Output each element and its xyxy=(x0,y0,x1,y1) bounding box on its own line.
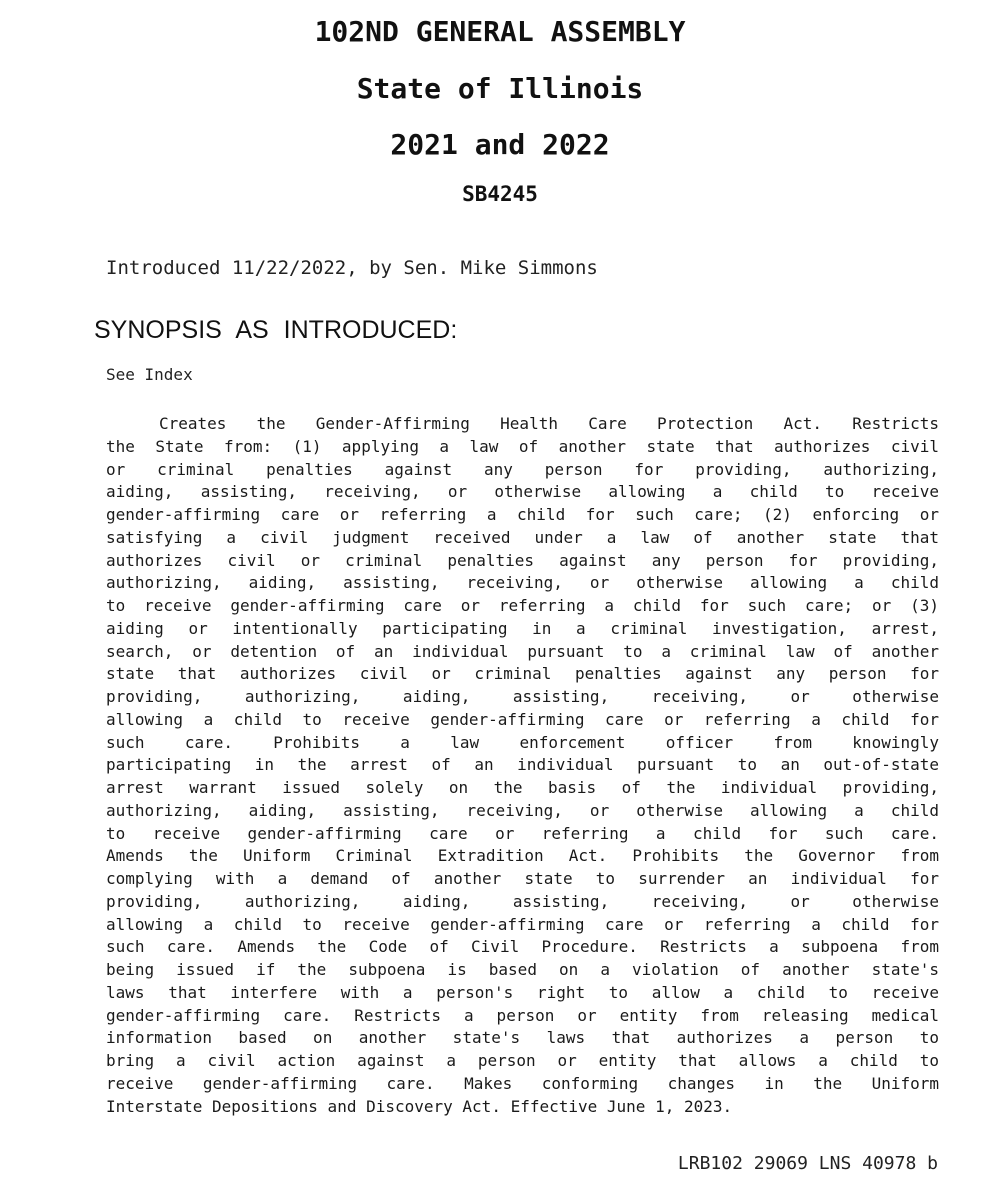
lrb-code: LRB102 29069 LNS 40978 b xyxy=(677,1153,938,1174)
synopsis-line: to receive gender-affirming care or referring a child for such care. xyxy=(106,823,939,843)
synopsis-line: aiding, assisting, receiving, or otherwise allowing a child to receive xyxy=(106,482,939,502)
synopsis-line: or criminal penalties against any person for providing, authorizing, xyxy=(106,459,939,479)
synopsis-line: Amends the Uniform Criminal Extradition Act. Prohibits the Governor from xyxy=(106,846,939,866)
synopsis-line: bring a civil action against a person or entity that allows a child to xyxy=(106,1051,939,1070)
synopsis-line: search, or detention of an individual pursuant to a criminal law of another xyxy=(106,641,939,661)
synopsis-line: providing, authorizing, aiding, assisting, receiving, or otherwise xyxy=(106,891,939,911)
state-title: State of Illinois xyxy=(356,72,644,105)
synopsis-line: providing, authorizing, aiding, assisting, receiving, or otherwise xyxy=(106,687,939,706)
synopsis-line: allowing a child to receive gender-affirming care or referring a child for xyxy=(106,709,939,729)
session-years: 2021 and 2022 xyxy=(390,128,610,161)
synopsis-line: such care. Prohibits a law enforcement officer from knowingly xyxy=(106,732,939,752)
synopsis-line: gender-affirming care. Restricts a person or entity from releasing medical xyxy=(106,1005,939,1025)
introduced-line: Introduced 11/22/2022, by Sen. Mike Simmons xyxy=(106,257,598,279)
synopsis-line: state that authorizes civil or criminal penalties against any person for xyxy=(106,664,939,684)
synopsis-line: being issued if the subpoena is based on a violation of another state's xyxy=(106,960,939,979)
synopsis-line: laws that interfere with a person's right to allow a child to receive xyxy=(106,982,939,1002)
bill-number: SB4245 xyxy=(462,182,538,206)
synopsis-line: aiding or intentionally participating in a criminal investigation, arrest, xyxy=(106,618,939,638)
synopsis-line: information based on another state's laws that authorizes a person to xyxy=(106,1028,939,1048)
synopsis-line: complying with a demand of another state to surrender an individual for xyxy=(106,869,939,888)
synopsis-line: gender-affirming care or referring a child for such care; (2) enforcing or xyxy=(106,505,939,524)
synopsis-line: to receive gender-affirming care or referring a child for such care; or (3) xyxy=(106,596,939,615)
synopsis-line: participating in the arrest of an individual pursuant to an out-of-state xyxy=(106,755,939,775)
synopsis-line: allowing a child to receive gender-affirming care or referring a child for xyxy=(106,914,939,934)
see-index-note: See Index xyxy=(106,365,193,384)
synopsis-line: satisfying a civil judgment received under a law of another state that xyxy=(106,527,939,547)
synopsis-line: authorizes civil or criminal penalties against any person for providing, xyxy=(106,550,939,570)
synopsis-line: Interstate Depositions and Discovery Act. Effective June 1, 2023. xyxy=(106,1096,733,1116)
assembly-title: 102ND GENERAL ASSEMBLY xyxy=(314,15,686,48)
synopsis-line: the State from: (1) applying a law of another state that authorizes civil xyxy=(106,436,939,456)
synopsis-heading: SYNOPSIS AS INTRODUCED: xyxy=(94,316,458,344)
synopsis-line: authorizing, aiding, assisting, receiving, or otherwise allowing a child xyxy=(106,573,939,593)
synopsis-line: authorizing, aiding, assisting, receiving, or otherwise allowing a child xyxy=(106,800,939,820)
synopsis-line: arrest warrant issued solely on the basis of the individual providing, xyxy=(106,778,939,797)
synopsis-line: Creates the Gender-Affirming Health Care Protection Act. Restricts xyxy=(159,414,939,433)
synopsis-line: such care. Amends the Code of Civil Procedure. Restricts a subpoena from xyxy=(106,937,939,957)
synopsis-line: receive gender-affirming care. Makes conforming changes in the Uniform xyxy=(106,1073,939,1093)
synopsis-body xyxy=(106,413,939,1118)
